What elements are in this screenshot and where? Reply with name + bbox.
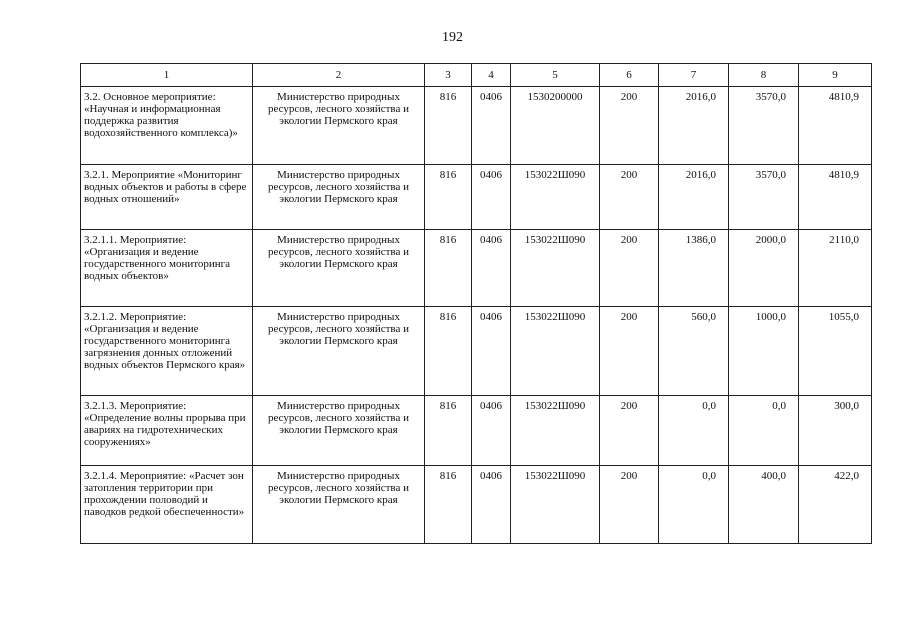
- responsible-org: Министерство природных ресурсов, лесного хозяйства и экологии Пермского края: [253, 466, 425, 544]
- cell-col5: 153022Ш090: [511, 466, 600, 544]
- column-header: 1: [81, 64, 253, 87]
- cell-col4: 0406: [472, 87, 511, 165]
- activity-name: 3.2.1.2. Мероприятие: «Организация и ведение государственного мониторинга загрязнения донных отложений водных объектов Пермского края»: [81, 307, 253, 396]
- cell-col4: 0406: [472, 396, 511, 466]
- activity-name: 3.2.1. Мероприятие «Мониторинг водных объектов и работы в сфере водных отношений»: [81, 165, 253, 230]
- table-row: [81, 396, 872, 466]
- cell-col4: 0406: [472, 230, 511, 307]
- cell-col6: 200: [600, 165, 659, 230]
- cell-col9: 300,0: [799, 396, 872, 466]
- header-row: [81, 64, 872, 87]
- cell-col3: 816: [425, 307, 472, 396]
- cell-col5: 153022Ш090: [511, 230, 600, 307]
- cell-col6: 200: [600, 87, 659, 165]
- cell-col4: 0406: [472, 165, 511, 230]
- responsible-org: Министерство природных ресурсов, лесного хозяйства и экологии Пермского края: [253, 307, 425, 396]
- column-header: 4: [472, 64, 511, 87]
- cell-col9: 422,0: [799, 466, 872, 544]
- cell-col5: 153022Ш090: [511, 165, 600, 230]
- cell-col7: 0,0: [659, 396, 729, 466]
- cell-col5: 153022Ш090: [511, 396, 600, 466]
- cell-col8: 2000,0: [729, 230, 799, 307]
- column-header: 3: [425, 64, 472, 87]
- cell-col9: 4810,9: [799, 87, 872, 165]
- cell-col6: 200: [600, 307, 659, 396]
- table-body: [81, 87, 872, 544]
- table-row: [81, 165, 872, 230]
- cell-col3: 816: [425, 87, 472, 165]
- cell-col8: 1000,0: [729, 307, 799, 396]
- cell-col4: 0406: [472, 307, 511, 396]
- cell-col9: 4810,9: [799, 165, 872, 230]
- column-header: 5: [511, 64, 600, 87]
- cell-col4: 0406: [472, 466, 511, 544]
- cell-col7: 0,0: [659, 466, 729, 544]
- column-header: 8: [729, 64, 799, 87]
- cell-col5: 153022Ш090: [511, 307, 600, 396]
- cell-col8: 0,0: [729, 396, 799, 466]
- cell-col5: 1530200000: [511, 87, 600, 165]
- cell-col8: 3570,0: [729, 165, 799, 230]
- cell-col8: 400,0: [729, 466, 799, 544]
- cell-col7: 2016,0: [659, 87, 729, 165]
- table-row: [81, 87, 872, 165]
- cell-col7: 2016,0: [659, 165, 729, 230]
- responsible-org: Министерство природных ресурсов, лесного хозяйства и экологии Пермского края: [253, 165, 425, 230]
- column-header: 2: [253, 64, 425, 87]
- cell-col8: 3570,0: [729, 87, 799, 165]
- cell-col3: 816: [425, 165, 472, 230]
- table-row: [81, 466, 872, 544]
- cell-col9: 1055,0: [799, 307, 872, 396]
- cell-col6: 200: [600, 466, 659, 544]
- cell-col3: 816: [425, 230, 472, 307]
- table-row: [81, 230, 872, 307]
- responsible-org: Министерство природных ресурсов, лесного хозяйства и экологии Пермского края: [253, 396, 425, 466]
- cell-col6: 200: [600, 230, 659, 307]
- cell-col7: 1386,0: [659, 230, 729, 307]
- column-header: 9: [799, 64, 872, 87]
- activity-name: 3.2.1.1. Мероприятие: «Организация и ведение государственного мониторинга водных объектов»: [81, 230, 253, 307]
- cell-col9: 2110,0: [799, 230, 872, 307]
- cell-col6: 200: [600, 396, 659, 466]
- column-header: 6: [600, 64, 659, 87]
- responsible-org: Министерство природных ресурсов, лесного хозяйства и экологии Пермского края: [253, 230, 425, 307]
- cell-col3: 816: [425, 396, 472, 466]
- cell-col7: 560,0: [659, 307, 729, 396]
- cell-col3: 816: [425, 466, 472, 544]
- column-header: 7: [659, 64, 729, 87]
- activity-name: 3.2.1.4. Мероприятие: «Расчет зон затопления территории при прохождении половодий и паводков редкой обеспеченности»: [81, 466, 253, 544]
- activity-name: 3.2.1.3. Мероприятие: «Определение волны прорыва при авариях на гидротехнических сооружениях»: [81, 396, 253, 466]
- activity-name: 3.2. Основное мероприятие: «Научная и информационная поддержка развития водохозяйственного комплекса)»: [81, 87, 253, 165]
- page-number: 192: [442, 30, 463, 45]
- table-header: [81, 64, 872, 87]
- responsible-org: Министерство природных ресурсов, лесного хозяйства и экологии Пермского края: [253, 87, 425, 165]
- table-row: [81, 307, 872, 396]
- budget-table: [80, 63, 872, 544]
